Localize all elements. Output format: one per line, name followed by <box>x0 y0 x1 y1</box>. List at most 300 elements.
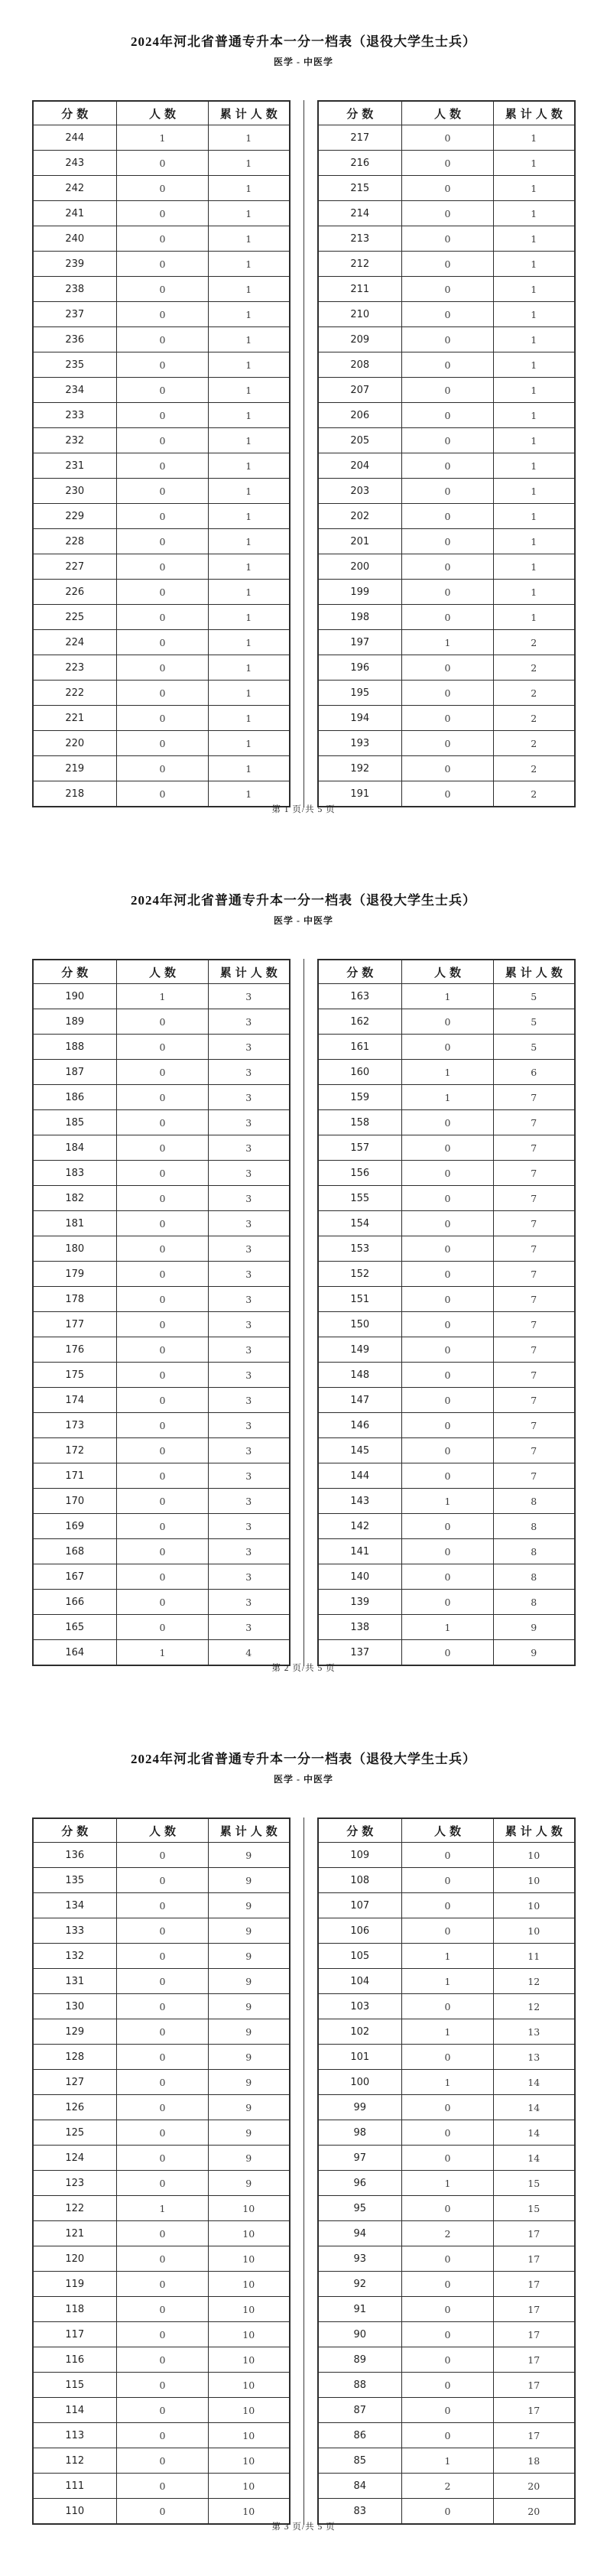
table-row <box>33 1918 290 1944</box>
count-cell: 0 <box>117 2095 209 2120</box>
count-cell: 0 <box>117 1564 209 1590</box>
score-cell: 112 <box>33 2448 117 2474</box>
count-cell: 0 <box>117 2246 209 2272</box>
cumulative-cell: 1 <box>209 504 290 529</box>
count-cell: 0 <box>117 2398 209 2423</box>
score-cell: 86 <box>318 2423 402 2448</box>
table-row <box>33 706 290 731</box>
table-row <box>33 2120 290 2146</box>
score-cell: 164 <box>33 1640 117 1666</box>
score-cell: 105 <box>318 1944 402 1969</box>
table-row <box>318 1489 575 1514</box>
cumulative-cell: 17 <box>494 2398 575 2423</box>
cumulative-cell: 8 <box>494 1539 575 1564</box>
cumulative-cell: 7 <box>494 1337 575 1363</box>
cumulative-cell: 2 <box>494 655 575 681</box>
score-cell: 93 <box>318 2246 402 2272</box>
count-cell: 0 <box>402 2499 494 2525</box>
cumulative-cell: 3 <box>209 1514 290 1539</box>
table-row <box>318 2045 575 2070</box>
cumulative-cell: 17 <box>494 2246 575 2272</box>
cumulative-cell: 18 <box>494 2448 575 2474</box>
page-title: 2024年河北省普通专升本一分一档表（退役大学生士兵） <box>131 34 476 49</box>
score-cell: 107 <box>318 1893 402 1918</box>
cumulative-cell: 9 <box>209 1994 290 2019</box>
score-cell: 206 <box>318 403 402 428</box>
score-cell: 168 <box>33 1539 117 1564</box>
cumulative-cell: 1 <box>494 580 575 605</box>
cumulative-cell: 7 <box>494 1085 575 1110</box>
table-row <box>33 327 290 352</box>
table-row <box>318 1110 575 1135</box>
count-cell: 0 <box>117 1969 209 1994</box>
cumulative-cell: 17 <box>494 2347 575 2373</box>
column-header-count: 人数 <box>117 960 209 984</box>
table-row <box>33 1514 290 1539</box>
count-cell: 0 <box>117 554 209 580</box>
table-row <box>318 151 575 176</box>
score-table-right <box>317 959 576 1666</box>
table-row <box>318 378 575 403</box>
score-cell: 242 <box>33 176 117 201</box>
table-row <box>33 2423 290 2448</box>
table-row <box>33 1994 290 2019</box>
count-cell: 0 <box>402 554 494 580</box>
header-row <box>33 960 290 984</box>
score-cell: 241 <box>33 201 117 226</box>
cumulative-cell: 4 <box>209 1640 290 1666</box>
count-cell: 0 <box>117 252 209 277</box>
count-cell: 0 <box>402 781 494 807</box>
count-cell: 0 <box>402 1918 494 1944</box>
count-cell: 1 <box>402 630 494 655</box>
score-cell: 139 <box>318 1590 402 1615</box>
score-cell: 190 <box>33 984 117 1009</box>
header-row <box>318 1818 575 1843</box>
count-cell: 0 <box>117 1236 209 1262</box>
count-cell: 0 <box>117 1944 209 1969</box>
score-cell: 195 <box>318 681 402 706</box>
count-cell: 0 <box>117 1388 209 1413</box>
score-cell: 135 <box>33 1868 117 1893</box>
score-cell: 128 <box>33 2045 117 2070</box>
score-cell: 130 <box>33 1994 117 2019</box>
count-cell: 0 <box>117 1615 209 1640</box>
table-row <box>33 1944 290 1969</box>
count-cell: 0 <box>402 1135 494 1161</box>
cumulative-cell: 3 <box>209 1615 290 1640</box>
cumulative-cell: 2 <box>494 630 575 655</box>
cumulative-cell: 1 <box>494 453 575 479</box>
count-cell: 0 <box>117 2297 209 2322</box>
cumulative-cell: 3 <box>209 1287 290 1312</box>
cumulative-cell: 1 <box>494 378 575 403</box>
count-cell: 0 <box>402 1312 494 1337</box>
cumulative-cell: 9 <box>494 1615 575 1640</box>
score-cell: 131 <box>33 1969 117 1994</box>
cumulative-cell: 1 <box>209 201 290 226</box>
count-cell: 0 <box>117 1463 209 1489</box>
table-row <box>33 151 290 176</box>
table-row <box>33 2246 290 2272</box>
count-cell: 0 <box>117 479 209 504</box>
score-cell: 142 <box>318 1514 402 1539</box>
score-cell: 152 <box>318 1262 402 1287</box>
table-row <box>318 1944 575 1969</box>
score-cell: 83 <box>318 2499 402 2525</box>
column-header-cumulative: 累计人数 <box>209 960 290 984</box>
table-row <box>318 1312 575 1337</box>
cumulative-cell: 3 <box>209 1388 290 1413</box>
cumulative-cell: 3 <box>209 1489 290 1514</box>
score-cell: 196 <box>318 655 402 681</box>
cumulative-cell: 1 <box>209 302 290 327</box>
score-cell: 177 <box>33 1312 117 1337</box>
table-row <box>33 226 290 252</box>
count-cell: 0 <box>402 2322 494 2347</box>
cumulative-cell: 3 <box>209 1312 290 1337</box>
score-cell: 221 <box>33 706 117 731</box>
count-cell: 0 <box>402 731 494 756</box>
score-cell: 125 <box>33 2120 117 2146</box>
column-header-cumulative: 累计人数 <box>209 1818 290 1843</box>
table-row <box>318 2070 575 2095</box>
score-cell: 170 <box>33 1489 117 1514</box>
table-row <box>318 1161 575 1186</box>
cumulative-cell: 20 <box>494 2474 575 2499</box>
score-cell: 163 <box>318 984 402 1009</box>
cumulative-cell: 1 <box>209 580 290 605</box>
score-cell: 160 <box>318 1060 402 1085</box>
table-row <box>33 2373 290 2398</box>
cumulative-cell: 9 <box>209 1843 290 1868</box>
cumulative-cell: 1 <box>209 479 290 504</box>
table-row <box>33 201 290 226</box>
score-cell: 153 <box>318 1236 402 1262</box>
count-cell: 0 <box>402 1539 494 1564</box>
score-cell: 111 <box>33 2474 117 2499</box>
cumulative-cell: 10 <box>209 2272 290 2297</box>
table-row <box>318 327 575 352</box>
cumulative-cell: 1 <box>494 302 575 327</box>
score-cell: 120 <box>33 2246 117 2272</box>
count-cell: 1 <box>402 1969 494 1994</box>
score-table-left <box>32 959 291 1666</box>
count-cell: 0 <box>402 403 494 428</box>
count-cell: 0 <box>117 1035 209 1060</box>
table-row <box>318 504 575 529</box>
table-row <box>33 1337 290 1363</box>
cumulative-cell: 1 <box>209 706 290 731</box>
table-row <box>33 403 290 428</box>
count-cell: 0 <box>117 1186 209 1211</box>
cumulative-cell: 9 <box>209 1944 290 1969</box>
cumulative-cell: 3 <box>209 1438 290 1463</box>
cumulative-cell: 7 <box>494 1363 575 1388</box>
score-cell: 146 <box>318 1413 402 1438</box>
table-row <box>33 1363 290 1388</box>
count-cell: 0 <box>117 2045 209 2070</box>
count-cell: 0 <box>117 1514 209 1539</box>
score-cell: 204 <box>318 453 402 479</box>
cumulative-cell: 1 <box>209 226 290 252</box>
count-cell: 1 <box>402 1489 494 1514</box>
count-cell: 0 <box>402 756 494 781</box>
cumulative-cell: 1 <box>209 252 290 277</box>
cumulative-cell: 1 <box>209 125 290 151</box>
cumulative-cell: 10 <box>209 2423 290 2448</box>
cumulative-cell: 17 <box>494 2423 575 2448</box>
cumulative-cell: 1 <box>494 277 575 302</box>
score-cell: 138 <box>318 1615 402 1640</box>
count-cell: 1 <box>402 1944 494 1969</box>
cumulative-cell: 1 <box>209 176 290 201</box>
score-cell: 118 <box>33 2297 117 2322</box>
table-row <box>318 1590 575 1615</box>
table-row <box>318 2423 575 2448</box>
cumulative-cell: 9 <box>209 2171 290 2196</box>
score-cell: 90 <box>318 2322 402 2347</box>
table-row <box>318 201 575 226</box>
count-cell: 0 <box>117 529 209 554</box>
table-row <box>33 1893 290 1918</box>
count-cell: 0 <box>117 2423 209 2448</box>
table-row <box>318 1438 575 1463</box>
count-cell: 0 <box>117 2322 209 2347</box>
count-cell: 0 <box>117 1413 209 1438</box>
count-cell: 0 <box>402 1211 494 1236</box>
cumulative-cell: 7 <box>494 1236 575 1262</box>
count-cell: 0 <box>402 681 494 706</box>
score-cell: 121 <box>33 2221 117 2246</box>
cumulative-cell: 1 <box>494 554 575 580</box>
count-cell: 0 <box>117 1337 209 1363</box>
table-row <box>318 2246 575 2272</box>
cumulative-cell: 10 <box>209 2196 290 2221</box>
table-row <box>318 1539 575 1564</box>
table-row <box>33 1413 290 1438</box>
table-row <box>318 302 575 327</box>
table-row <box>33 554 290 580</box>
count-cell: 0 <box>402 378 494 403</box>
cumulative-cell: 10 <box>209 2398 290 2423</box>
score-cell: 116 <box>33 2347 117 2373</box>
count-cell: 0 <box>117 1262 209 1287</box>
score-cell: 159 <box>318 1085 402 1110</box>
cumulative-cell: 1 <box>209 352 290 378</box>
count-cell: 0 <box>117 1918 209 1944</box>
score-cell: 113 <box>33 2423 117 2448</box>
cumulative-cell: 13 <box>494 2019 575 2045</box>
cumulative-cell: 3 <box>209 1035 290 1060</box>
table-row <box>33 2448 290 2474</box>
table-row <box>318 1388 575 1413</box>
score-cell: 140 <box>318 1564 402 1590</box>
cumulative-cell: 3 <box>209 1186 290 1211</box>
score-cell: 203 <box>318 479 402 504</box>
count-cell: 0 <box>117 2448 209 2474</box>
cumulative-cell: 3 <box>209 1363 290 1388</box>
score-cell: 178 <box>33 1287 117 1312</box>
score-cell: 106 <box>318 1918 402 1944</box>
count-cell: 0 <box>117 2070 209 2095</box>
count-cell: 0 <box>402 252 494 277</box>
table-row <box>318 1918 575 1944</box>
count-cell: 0 <box>117 1590 209 1615</box>
table-row <box>33 681 290 706</box>
count-cell: 0 <box>117 706 209 731</box>
score-cell: 205 <box>318 428 402 453</box>
score-cell: 233 <box>33 403 117 428</box>
cumulative-cell: 2 <box>494 731 575 756</box>
score-cell: 181 <box>33 1211 117 1236</box>
cumulative-cell: 3 <box>209 1236 290 1262</box>
score-table-left <box>32 1817 291 2525</box>
score-cell: 87 <box>318 2398 402 2423</box>
score-table-left <box>32 100 291 807</box>
table-row <box>33 630 290 655</box>
table-row <box>33 1035 290 1060</box>
cumulative-cell: 3 <box>209 1564 290 1590</box>
count-cell: 2 <box>402 2221 494 2246</box>
cumulative-cell: 8 <box>494 1564 575 1590</box>
count-cell: 0 <box>117 1843 209 1868</box>
count-cell: 0 <box>402 1564 494 1590</box>
count-cell: 0 <box>402 1262 494 1287</box>
cumulative-cell: 9 <box>209 2120 290 2146</box>
cumulative-cell: 3 <box>209 1085 290 1110</box>
page-footer: 第 2 页/共 5 页 <box>271 1664 336 1673</box>
count-cell: 0 <box>402 1868 494 1893</box>
table-row <box>318 277 575 302</box>
header-row <box>318 101 575 125</box>
cumulative-cell: 1 <box>209 681 290 706</box>
count-cell: 0 <box>117 1539 209 1564</box>
score-cell: 187 <box>33 1060 117 1085</box>
table-row <box>33 2272 290 2297</box>
score-cell: 143 <box>318 1489 402 1514</box>
cumulative-cell: 9 <box>209 1969 290 1994</box>
count-cell: 0 <box>117 756 209 781</box>
score-cell: 201 <box>318 529 402 554</box>
score-cell: 225 <box>33 605 117 630</box>
table-row <box>33 125 290 151</box>
score-cell: 176 <box>33 1337 117 1363</box>
table-row <box>33 580 290 605</box>
count-cell: 0 <box>117 453 209 479</box>
table-row <box>33 1135 290 1161</box>
count-cell: 0 <box>402 1463 494 1489</box>
cumulative-cell: 1 <box>494 504 575 529</box>
count-cell: 0 <box>117 1868 209 1893</box>
score-cell: 109 <box>318 1843 402 1868</box>
score-cell: 108 <box>318 1868 402 1893</box>
cumulative-cell: 7 <box>494 1262 575 1287</box>
count-cell: 0 <box>402 605 494 630</box>
score-cell: 236 <box>33 327 117 352</box>
count-cell: 0 <box>117 1110 209 1135</box>
count-cell: 0 <box>402 1388 494 1413</box>
header-row <box>318 960 575 984</box>
table-row <box>318 2297 575 2322</box>
table-row <box>318 1363 575 1388</box>
score-cell: 209 <box>318 327 402 352</box>
count-cell: 0 <box>402 504 494 529</box>
table-row <box>33 2322 290 2347</box>
count-cell: 0 <box>402 2196 494 2221</box>
score-cell: 182 <box>33 1186 117 1211</box>
cumulative-cell: 3 <box>209 1009 290 1035</box>
table-row <box>33 1388 290 1413</box>
cumulative-cell: 3 <box>209 1590 290 1615</box>
count-cell: 0 <box>402 453 494 479</box>
count-cell: 0 <box>402 1994 494 2019</box>
score-cell: 189 <box>33 1009 117 1035</box>
score-cell: 89 <box>318 2347 402 2373</box>
cumulative-cell: 1 <box>209 756 290 781</box>
cumulative-cell: 7 <box>494 1463 575 1489</box>
table-row <box>33 504 290 529</box>
count-cell: 0 <box>402 479 494 504</box>
table-row <box>318 2272 575 2297</box>
count-cell: 0 <box>117 2272 209 2297</box>
cumulative-cell: 7 <box>494 1135 575 1161</box>
cumulative-cell: 2 <box>494 706 575 731</box>
count-cell: 0 <box>117 1085 209 1110</box>
table-row <box>33 1211 290 1236</box>
column-header-score: 分数 <box>33 101 117 125</box>
cumulative-cell: 1 <box>494 529 575 554</box>
score-cell: 227 <box>33 554 117 580</box>
cumulative-cell: 1 <box>494 479 575 504</box>
count-cell: 1 <box>117 984 209 1009</box>
table-row <box>33 2045 290 2070</box>
cumulative-cell: 1 <box>209 605 290 630</box>
score-cell: 191 <box>318 781 402 807</box>
count-cell: 0 <box>402 2272 494 2297</box>
score-cell: 237 <box>33 302 117 327</box>
cumulative-cell: 1 <box>209 630 290 655</box>
table-row <box>33 2146 290 2171</box>
count-cell: 0 <box>402 2045 494 2070</box>
score-cell: 167 <box>33 1564 117 1590</box>
count-cell: 0 <box>117 2146 209 2171</box>
cumulative-cell: 10 <box>209 2474 290 2499</box>
table-row <box>33 352 290 378</box>
score-cell: 144 <box>318 1463 402 1489</box>
count-cell: 0 <box>402 2373 494 2398</box>
score-cell: 239 <box>33 252 117 277</box>
table-row <box>318 352 575 378</box>
count-cell: 0 <box>117 1489 209 1514</box>
count-cell: 0 <box>402 1363 494 1388</box>
score-cell: 117 <box>33 2322 117 2347</box>
table-row <box>318 1893 575 1918</box>
score-cell: 175 <box>33 1363 117 1388</box>
cumulative-cell: 17 <box>494 2221 575 2246</box>
score-cell: 199 <box>318 580 402 605</box>
cumulative-cell: 6 <box>494 1060 575 1085</box>
table-row <box>318 252 575 277</box>
cumulative-cell: 1 <box>209 151 290 176</box>
score-cell: 220 <box>33 731 117 756</box>
table-row <box>318 2196 575 2221</box>
count-cell: 0 <box>117 176 209 201</box>
count-cell: 0 <box>117 302 209 327</box>
count-cell: 0 <box>117 1161 209 1186</box>
table-row <box>33 655 290 681</box>
cumulative-cell: 3 <box>209 1135 290 1161</box>
